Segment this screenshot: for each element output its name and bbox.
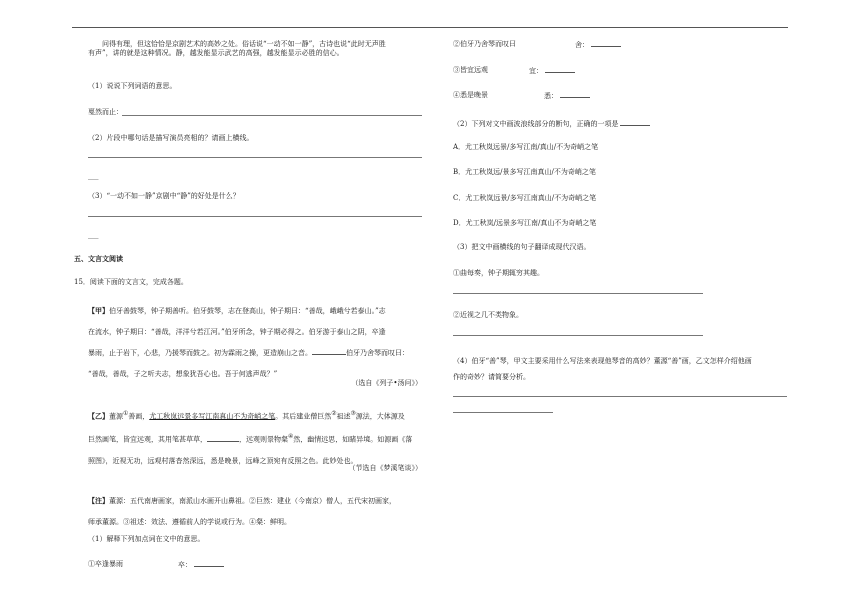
passage-jia: 【甲】伯牙善鼓琴，钟子期善听。伯牙鼓琴，志在登高山，钟子期曰：“善哉，峨峨兮若泰山。”志 在流水，钟子期曰：“善哉，洋洋兮若江河。”伯牙所念，钟子期必得之。伯牙游于泰山之阴，卒逢 暴雨，止于岩下，心悲，乃援琴而鼓之。初为霖雨之操，更造崩山之音。 伯牙乃舍琴而叹曰： “善哉，善哉，子之听夫志，想象犹吾心也。吾于何逃声哉？” bbox=[88, 306, 409, 378]
question-3-right: （3）把文中画横线的句子翻译成现代汉语。 bbox=[453, 243, 591, 251]
translate-sentence-1: ①曲每奏，钟子期辄穷其趣。 bbox=[453, 269, 544, 277]
answer-line[interactable] bbox=[453, 396, 787, 397]
word-item: ①卒逢暴雨 卒： bbox=[88, 560, 422, 569]
passage-paragraph: 问得有理，但这恰恰是京剧艺术的高妙之处。俗话说“一动不如一静”，古诗也说“此时无声胜 有声”，讲的就是这种情况。静，越发能显示武艺的高强，越发能显示必胜的信心。 bbox=[88, 40, 386, 57]
answer-line[interactable] bbox=[453, 412, 553, 413]
question-3: （3）“一动不如一静”京剧中“静”的好处是什么？ bbox=[88, 192, 240, 200]
passage-yi: 【乙】董源①善画，尤工秋岚远景多写江南真山不为奇峭之笔。其后建业僧巨然②祖述③源法，大体源及 巨然画笔，皆宜远观，其用笔甚草草， ，远观则景物粲④然，幽情远思，如睹异境。如源画《落 照图》，近视无功，远观村落杳然深远，悉是晚景，远峰之顶宛有反照之色。此妙处也。 bbox=[88, 411, 413, 465]
question-2: （2）片段中哪句话是描写演员亮相的？请画上横线。 bbox=[88, 134, 254, 142]
option-a[interactable]: A．尤工秋岚远景/多写江南/真山/不为奇峭之笔 bbox=[453, 143, 599, 151]
answer-dash: ___ bbox=[88, 231, 99, 239]
question-1-wenyan: （1）解释下列加点词在文中的意思。 bbox=[88, 535, 205, 543]
question-4-right: （4）伯牙“善”琴，甲文主要采用什么写法来表现他琴音的高妙？董源“善”画，乙文怎样介绍他画 作的奇妙？请简要分析。 bbox=[453, 357, 752, 381]
word-item: ④悉是晚景 悉： bbox=[453, 91, 789, 100]
answer-dash: ___ bbox=[88, 172, 99, 180]
section-heading: 五、文言文阅读 bbox=[74, 254, 123, 263]
page-header-rule bbox=[72, 27, 788, 28]
translate-sentence-2: ②近视之几不类物象。 bbox=[453, 311, 523, 319]
option-d[interactable]: D．尤工秋岚/远景多写江南/真山不为奇峭之笔 bbox=[453, 219, 597, 227]
answer-line[interactable] bbox=[453, 335, 703, 336]
option-c[interactable]: C．尤工秋岚远景/多写江南真山/不为奇峭之笔 bbox=[453, 194, 597, 202]
answer-line[interactable] bbox=[453, 293, 703, 294]
question-1: （1）说说下列词语的意思。 bbox=[88, 82, 177, 90]
word-item: ②伯牙乃舍琴而叹曰 舍： bbox=[453, 40, 789, 49]
answer-line[interactable] bbox=[88, 157, 422, 158]
question-2-right: （2）下列对文中画波浪线部分的断句，正确的一项是 bbox=[453, 119, 789, 129]
question-15: 15．阅读下面的文言文，完成各题。 bbox=[74, 278, 188, 286]
term-item: 戛然而止： bbox=[88, 108, 123, 116]
option-b[interactable]: B．尤工秋岚远/景多写江南真山/不为奇峭之笔 bbox=[453, 168, 596, 176]
source-note: （节选自《梦溪笔谈》） bbox=[348, 464, 422, 472]
annotation-note: 【注】董源：五代南唐画家，南派山水画开山鼻祖。②巨然：建业（今南京）僧人，五代宋初画家， 师承董源。③祖述：效法、遵循前人的学说或行为。④粲：鲜明。 bbox=[88, 496, 396, 526]
answer-line[interactable] bbox=[122, 115, 422, 116]
word-item: ③皆宜远观 宜： bbox=[453, 66, 789, 75]
answer-line[interactable] bbox=[88, 216, 422, 217]
source-note: （选自《列子•汤问》） bbox=[351, 379, 422, 387]
